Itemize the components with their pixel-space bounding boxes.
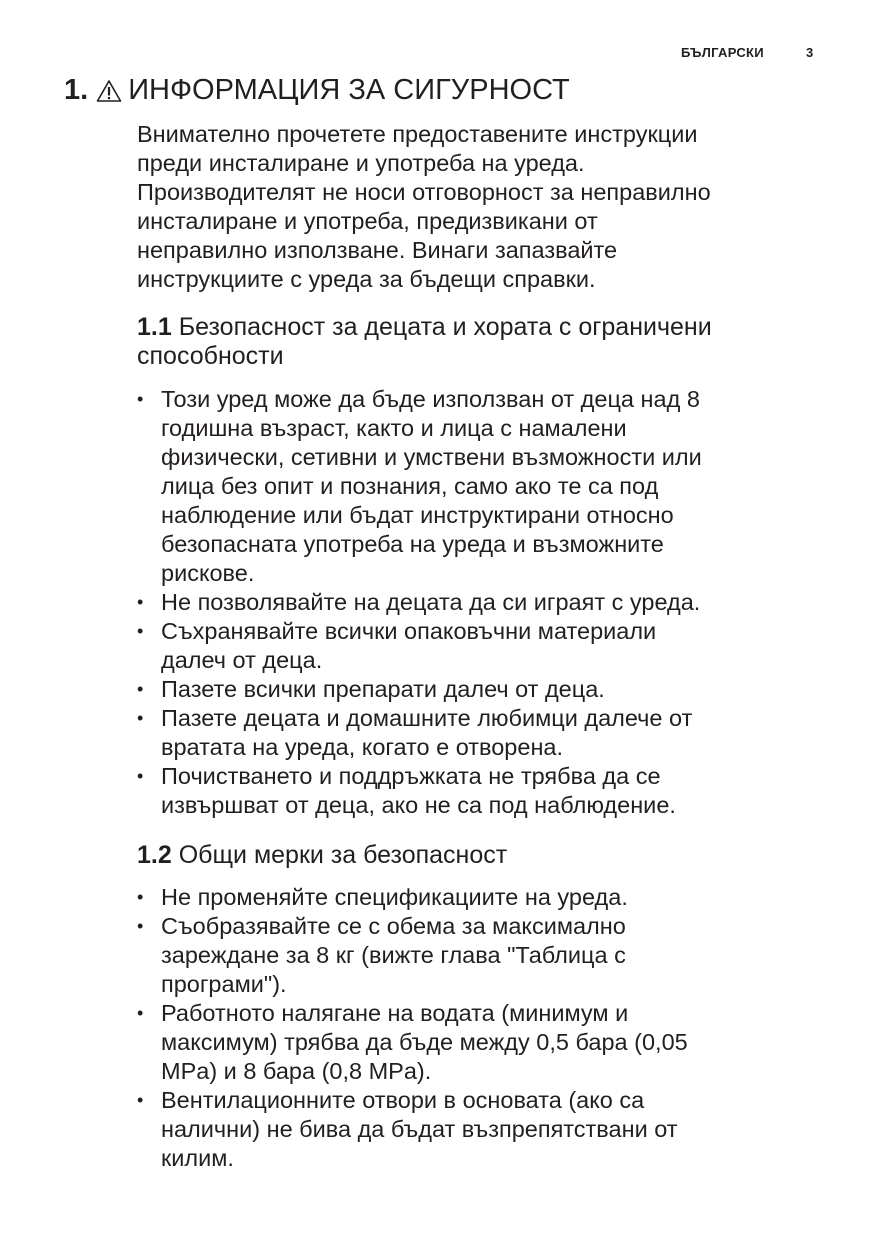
list-item: • Съобразявайте се с обема за максимално зареждане за 8 кг (вижте глава "Таблица с програми"). (137, 913, 626, 997)
warning-triangle-icon (96, 79, 122, 103)
bullet-icon: • (137, 887, 144, 907)
header-language: БЪЛГАРСКИ (681, 45, 764, 60)
list-item: • Работното налягане на водата (минимум и максимум) трябва да бъде между 0,5 бара (0,05 MPa) и 8 бара (0,8 MPa). (137, 1000, 688, 1084)
bullet-icon: • (137, 389, 144, 409)
page-number: 3 (806, 45, 814, 60)
section-number: 1. (64, 74, 89, 106)
bullet-icon: • (137, 621, 144, 641)
section-number: 1.1 (137, 313, 172, 341)
list-item: • Пазете децата и домашните любимци далече от вратата на уреда, когато е отворена. (137, 705, 693, 760)
section-number: 1.2 (137, 841, 172, 869)
list-item: • Съхранявайте всички опаковъчни материали далеч от деца. (137, 618, 657, 673)
bullet-icon: • (137, 679, 144, 699)
section-heading-1-1 (137, 313, 712, 371)
section-heading-1-2 (137, 841, 507, 870)
list-item: • Вентилационните отвори в основата (ако са налични) не бива да бъдат възпрепятствани от килим. (137, 1087, 678, 1171)
bullet-icon: • (137, 592, 144, 612)
bullet-icon: • (137, 1003, 144, 1023)
list-item: • Не променяйте спецификациите на уреда. (137, 884, 628, 910)
list-item: • Този уред може да бъде използван от деца над 8 годишна възраст, както и лица с намалени физически, сетивни и умствени възможности или лица без опит и познания, само ако те са под наблюдение или бъдат инструктирани относно безопасната употреба на уреда и възможните рискове. (137, 386, 702, 586)
list-item: • Почистването и поддръжката не трябва да се извършват от деца, ако не са под наблюдение. (137, 763, 676, 818)
page-title (64, 74, 570, 107)
intro-paragraph: Внимателно прочетете предоставените инструкции преди инсталиране и употреба на уреда. Производителят не носи отговорност за неправилно инсталиране и употреба, предизвикани от неправилно използване. Винаги запазвайте инструкциите с уреда за бъдещи справки. (137, 121, 711, 292)
section-title: Безопасност за децата и хората с ограничени способности (137, 313, 712, 370)
bullet-icon: • (137, 766, 144, 786)
bullet-list-1-1 (137, 385, 837, 820)
title-text: ИНФОРМАЦИЯ ЗА СИГУРНОСТ (128, 74, 570, 106)
list-item: • Пазете всички препарати далеч от деца. (137, 676, 605, 702)
list-item: • Не позволявайте на децата да си играят с уреда. (137, 589, 701, 615)
bullet-list-1-2 (137, 883, 837, 1173)
bullet-icon: • (137, 916, 144, 936)
section-title: Общи мерки за безопасност (178, 841, 508, 869)
bullet-icon: • (137, 708, 144, 728)
bullet-icon: • (137, 1090, 144, 1110)
